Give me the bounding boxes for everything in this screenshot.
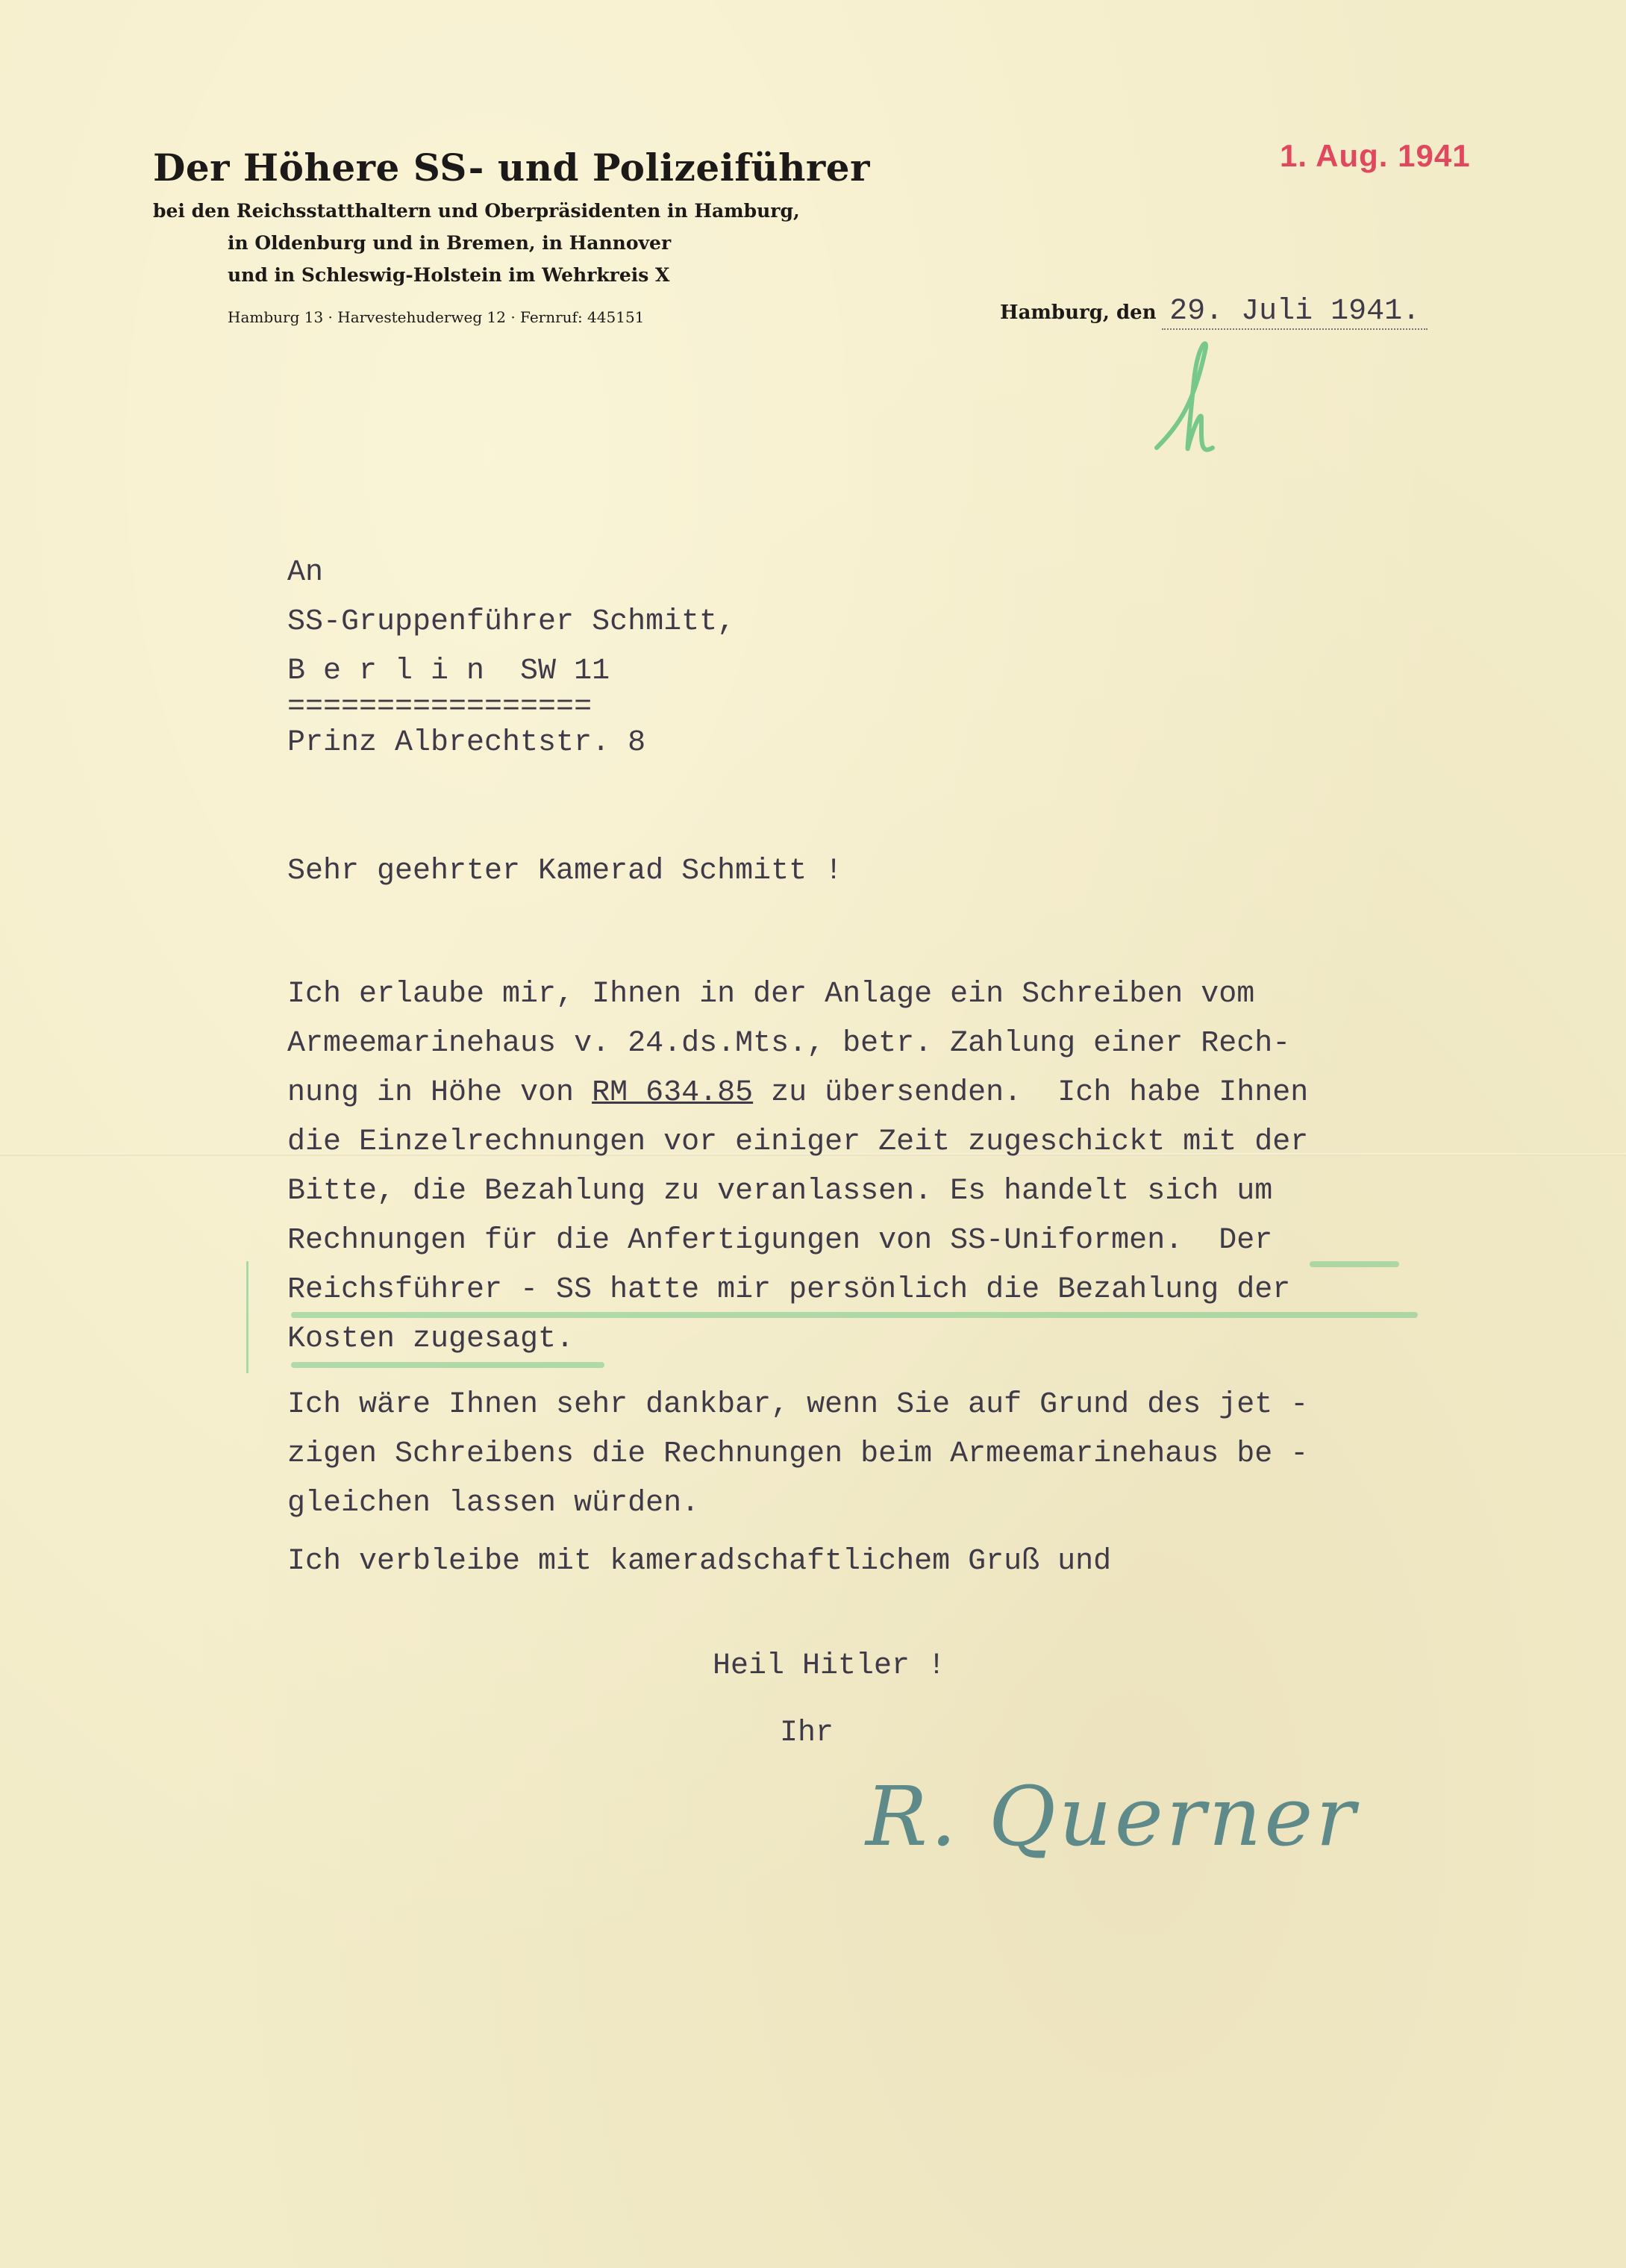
- text-line: Ich erlaube mir, Ihnen in der Anlage ein Schreiben vom: [287, 978, 1255, 1011]
- amount-underlined: RM 634.85: [592, 1076, 754, 1110]
- recipient-rule: =================: [287, 690, 592, 724]
- text-line: Bitte, die Bezahlung zu veranlassen. Es handelt sich um: [287, 1175, 1273, 1208]
- text-line: Rechnungen für die Anfertigungen von SS-Uniformen. Der: [287, 1224, 1273, 1258]
- recipient-to: An: [287, 556, 324, 590]
- green-underline-2: [291, 1312, 1418, 1318]
- handwritten-signature: R. Querner: [866, 1769, 1358, 1864]
- letterhead-title: Der Höhere SS- und Polizeiführer: [153, 146, 870, 190]
- paragraph-2: [287, 1381, 1308, 1528]
- text-span: nung in Höhe von: [287, 1076, 592, 1110]
- letterhead-address: Hamburg 13 · Harvestehuderweg 12 · Fernruf: 445151: [228, 308, 645, 326]
- salutation: Sehr geehrter Kamerad Schmitt !: [287, 855, 843, 888]
- green-initial-mark: [1142, 336, 1231, 470]
- dateline-place: Hamburg, den: [1000, 302, 1157, 324]
- text-line: Ich wäre Ihnen sehr dankbar, wenn Sie auf Grund des jet -: [287, 1388, 1309, 1422]
- letterhead: [153, 146, 870, 326]
- received-stamp: 1. Aug. 1941: [1280, 138, 1471, 173]
- text-line: Reichsführer - SS hatte mir persönlich die Bezahlung der: [287, 1273, 1291, 1307]
- text-line: Kosten zugesagt.: [287, 1322, 575, 1356]
- text-line: [287, 1069, 1308, 1118]
- letterhead-line-1: bei den Reichsstatthaltern und Oberpräsidenten in Hamburg,: [153, 200, 800, 222]
- paragraph-1: [287, 970, 1308, 1364]
- text-line: Armeemarinehaus v. 24.ds.Mts., betr. Zahlung einer Rech-: [287, 1027, 1291, 1060]
- text-line: zigen Schreibens die Rechnungen beim Armeemarinehaus be -: [287, 1437, 1309, 1471]
- paragraph-3: Ich verbleibe mit kameradschaftlichem Gruß und: [287, 1545, 1112, 1578]
- recipient-city: B e r l i n SW 11: [287, 655, 610, 688]
- green-underline-1: [1310, 1261, 1399, 1267]
- dateline: [1000, 295, 1428, 328]
- recipient-name: SS-Gruppenführer Schmitt,: [287, 605, 736, 639]
- letterhead-line-3: und in Schleswig-Holstein im Wehrkreis X: [228, 264, 670, 286]
- text-line: gleichen lassen würden.: [287, 1487, 700, 1520]
- text-span: zu übersenden. Ich habe Ihnen: [753, 1076, 1309, 1110]
- closing-greeting: Heil Hitler !: [713, 1649, 946, 1683]
- recipient-street: Prinz Albrechtstr. 8: [287, 726, 646, 760]
- letterhead-line-2: in Oldenburg und in Bremen, in Hannover: [228, 232, 672, 254]
- text-line: die Einzelrechnungen vor einiger Zeit zugeschickt mit der: [287, 1125, 1309, 1159]
- dateline-date: 29. Juli 1941.: [1162, 295, 1428, 330]
- recipient-block: [287, 549, 735, 768]
- green-underline-3: [291, 1362, 604, 1368]
- closing-ihr: Ihr: [780, 1716, 834, 1750]
- green-margin-mark: [246, 1261, 248, 1373]
